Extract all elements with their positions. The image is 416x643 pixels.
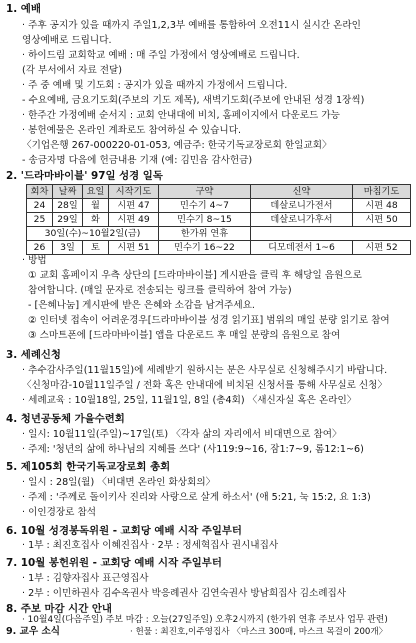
- table-cell: 시편 49: [109, 213, 159, 227]
- s3-line: · 추수감사주일(11월15일)에 세례받기 원하시는 분은 사무실로 신청해주시기 바랍니다.: [22, 365, 388, 376]
- method-line: 참여합니다. (매일 문자로 전송되는 링크를 클릭하여 참여 가능): [28, 285, 292, 296]
- table-row: [27, 199, 411, 213]
- s1-line: · 한주간 가정예배 순서지 : 교회 안내대에 비치, 홈페이지에서 다운로드 가능: [22, 110, 340, 121]
- section-6-title: 6. 10월 성경봉독위원 - 교회당 예배 시작 주일부터: [6, 525, 242, 537]
- table-row: [27, 213, 411, 227]
- method-line: ② 인터넷 접속이 어려운경우[드라마바이블 성경 읽기표] 범위의 매일 분량 읽기로 참여: [28, 315, 390, 326]
- s1-line: · 주후 공지가 있을 때까지 주일1,2,3부 예배를 통합하여 오전11시 실시간 온라인: [22, 20, 361, 31]
- s3-line: · 세례교육 : 10월18일, 25일, 11월1일, 8일 (총4회) 〈새신자실 혹은 온라인〉: [22, 395, 357, 406]
- table-cell: 29일: [53, 213, 83, 227]
- table-cell: 28일: [53, 199, 83, 213]
- method-line: - [은혜나눔] 게시판에 받은 은혜와 소감을 남겨주세요.: [28, 300, 255, 311]
- holiday-row: [27, 227, 411, 241]
- header-cell: 신약: [251, 185, 353, 199]
- section-8-title: 8. 주보 마감 시간 안내: [6, 603, 112, 615]
- s9-line: · 헌물 : 최진호,이주영집사 〈마스크 300매, 마스크 목걸이 200개〉: [130, 627, 388, 637]
- s8-line: · 10월4일(다음주일) 주보 마감 : 오늘(27일주일) 오후2시까지 (한가위 연휴 주보사 업무 관련): [22, 615, 388, 625]
- table-row: [27, 241, 411, 255]
- table-cell: 민수기 4~7: [159, 199, 251, 213]
- table-cell: 데살로니가전서: [251, 199, 353, 213]
- section-4-title: 4. 청년공동체 가을수련회: [6, 413, 125, 425]
- table-cell: 민수기 8~15: [159, 213, 251, 227]
- section-9-title: 9. 교우 소식: [6, 626, 61, 637]
- table-cell: 24: [27, 199, 53, 213]
- s5-line: · 이인경장로 참석: [22, 507, 97, 518]
- table-cell: 민수기 16~22: [159, 241, 251, 255]
- s4-line: · 주제: '청년의 삶에 하나님의 지혜를 쓰다' (사119:9~16, 잠1:7~9, 롬12:1~6): [22, 444, 364, 455]
- s7-line: · 1부 : 김향자집사 표근영집사: [22, 573, 149, 584]
- s1-line: 영상예배로 드립니다.: [22, 35, 112, 46]
- s1-line: (각 부서에서 자료 전달): [22, 65, 123, 76]
- s1-line: 〈기업은행 267-000220-01-053, 예금주: 한국기독교장로회 한일교회〉: [22, 140, 332, 151]
- s6-line: · 1부 : 최진호집사 이혜진집사 · 2부 : 정세혁집사 권시내집사: [22, 540, 279, 551]
- section-5-title: 5. 제105회 한국기독교장로회 총회: [6, 461, 171, 473]
- header-cell: 구약: [159, 185, 251, 199]
- table-cell: 시편 48: [353, 199, 411, 213]
- header-cell: 마침기도: [353, 185, 411, 199]
- table-cell: 3일: [53, 241, 83, 255]
- method-label: · 방법: [22, 255, 47, 266]
- s7-line: · 2부 : 이민하권사 김수옥권사 박응례권사 김연숙권사 방남희집사 김소례집사: [22, 588, 347, 599]
- method-line: ③ 스마트폰에 [드라마바이블] 앱을 다운로드 후 매일 분량의 음원으로 참여: [28, 330, 341, 341]
- s1-line: · 주 중 예배 및 기도회 : 공지가 있을 때까지 가정에서 드립니다.: [22, 80, 288, 91]
- table-cell: 26: [27, 241, 53, 255]
- holiday-dates: 30일(수)~10월2일(금): [27, 227, 159, 241]
- table-header-row: [27, 185, 411, 199]
- s3-line: 〈신청마감-10월11일주일 / 전화 혹은 안내대에 비치된 신청서를 통해 사무실로 신청〉: [22, 380, 388, 391]
- s1-line: - 송금자명 다음에 헌금내용 기재 (예: 김민음 감사헌금): [22, 155, 253, 166]
- header-cell: 날짜: [53, 185, 83, 199]
- s1-line: - 수요예배, 금요기도회(주보의 기도 제목), 새벽기도회(주보에 안내된 성경 1장씩): [22, 95, 365, 106]
- table-cell: 데살로니가후서: [251, 213, 353, 227]
- section-2-title: 2. '드라마바이블' 97일 성경 일독: [6, 170, 163, 182]
- section-7-title: 7. 10월 봉헌위원 - 교회당 예배 시작 주일부터: [6, 557, 222, 569]
- table-cell: 월: [83, 199, 109, 213]
- holiday-label: 한가위 연휴: [159, 227, 251, 241]
- s5-line: · 주제 : '주께로 돌이키사 진리와 사랑으로 살게 하소서' (애 5:21, 눅 15:2, 요 1:3): [22, 492, 371, 503]
- table-cell: 시편 52: [353, 241, 411, 255]
- s5-line: · 일시 : 28일(월) 〈비대면 온라인 화상회의〉: [22, 477, 216, 488]
- section-3-title: 3. 세례신청: [6, 349, 61, 361]
- method-line: ① 교회 홈페이지 우측 상단의 [드라마바이블] 게시판을 클릭 후 해당일 음원으로: [28, 270, 362, 281]
- header-cell: 회차: [27, 185, 53, 199]
- table-cell: 화: [83, 213, 109, 227]
- section-1-title: 1. 예배: [6, 3, 41, 15]
- table-cell: 25: [27, 213, 53, 227]
- table-cell: 시편 50: [353, 213, 411, 227]
- table-cell: 시편 51: [109, 241, 159, 255]
- s1-line: · 하이드림 교회학교 예배 : 매 주일 가정에서 영상예배로 드립니다.: [22, 50, 300, 61]
- header-cell: 요일: [83, 185, 109, 199]
- s1-line: · 봉헌예물은 온라인 계좌로도 참여하실 수 있습니다.: [22, 125, 242, 136]
- s4-line: · 일시: 10월11일(주일)~17일(토) 〈각자 삶의 자리에서 비대면으로 참여〉: [22, 429, 342, 440]
- header-cell: 시작기도: [109, 185, 159, 199]
- table-cell: 시편 47: [109, 199, 159, 213]
- reading-schedule-table: [26, 184, 411, 255]
- table-cell: 디모데전서 1~6: [251, 241, 353, 255]
- table-cell: 토: [83, 241, 109, 255]
